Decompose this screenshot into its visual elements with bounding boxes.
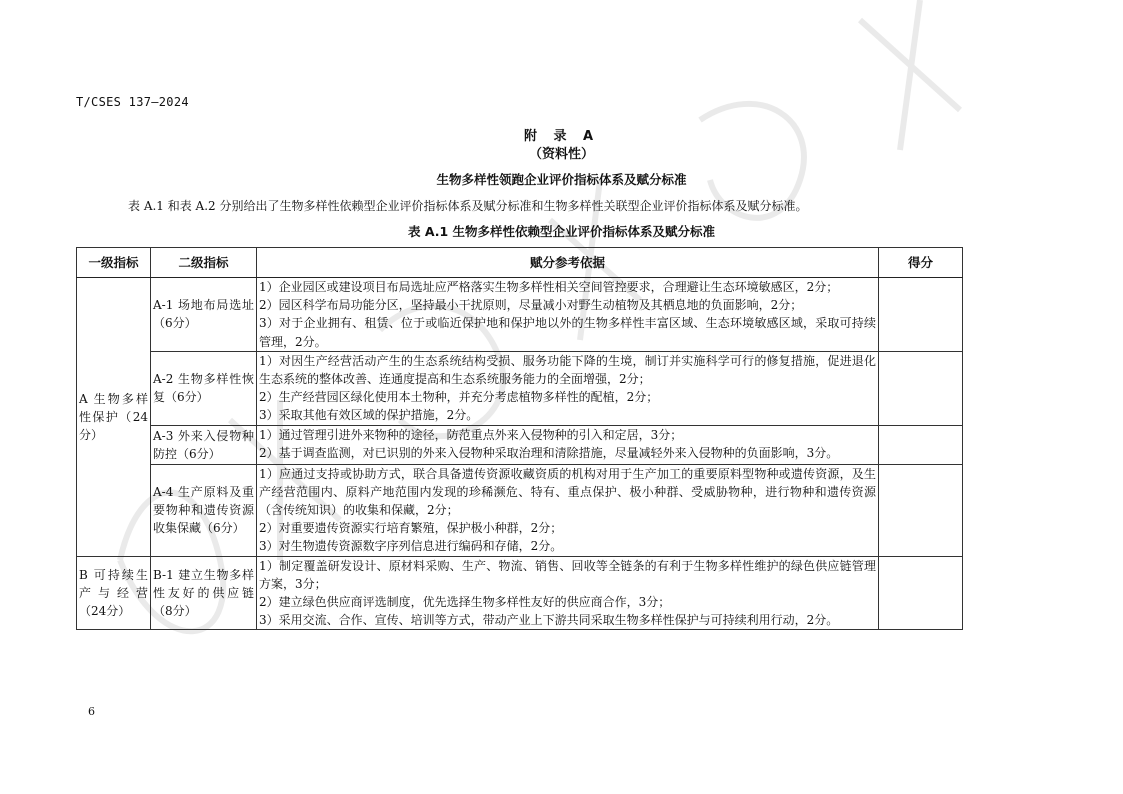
- score-cell[interactable]: [879, 425, 963, 464]
- basis-cell: [257, 464, 879, 556]
- level2-cell: B-1 建立生物多样性友好的供应链（8分）: [151, 556, 257, 630]
- criterion-item: 2）基于调查监测，对已识别的外来入侵物种采取治理和清除措施，尽量减轻外来入侵物种的负面影响，3分。: [259, 445, 839, 460]
- criterion-item: 1）对因生产经营活动产生的生态系统结构受损、服务功能下降的生境，制订并实施科学可行的修复措施，促进退化生态系统的整体改善、连通度提高和生态系统服务能力的全面增强，2分；: [259, 353, 876, 387]
- standard-number: T/CSES 137—2024: [76, 95, 189, 109]
- header-basis: 赋分参考依据: [257, 248, 879, 278]
- table-row: [77, 464, 963, 556]
- table-row: [77, 556, 963, 630]
- table-row: [77, 351, 963, 425]
- table-caption: 表 A.1 生物多样性依赖型企业评价指标体系及赋分标准: [407, 224, 716, 239]
- level2-cell: A-1 场地布局选址（6分）: [151, 278, 257, 352]
- basis-cell: [257, 351, 879, 425]
- header-level2: 二级指标: [151, 248, 257, 278]
- header-score: 得分: [879, 248, 963, 278]
- intro-paragraph: 表 A.1 和表 A.2 分别给出了生物多样性依赖型企业评价指标体系及赋分标准和生物多样性关联型企业评价指标体系及赋分标准。: [128, 199, 808, 213]
- annex-title: 附 录 A: [523, 129, 600, 144]
- annex-heading: 生物多样性领跑企业评价指标体系及赋分标准: [436, 172, 687, 187]
- criterion-item: 3）采用交流、合作、宣传、培训等方式，带动产业上下游共同采取生物多样性保护与可持续利用行动，2分。: [259, 613, 839, 628]
- score-cell[interactable]: [879, 278, 963, 352]
- level2-cell: A-3 外来入侵物种防控（6分）: [151, 425, 257, 464]
- criterion-item: 3）采取其他有效区域的保护措施，2分。: [259, 408, 479, 423]
- criterion-item: 1）制定覆盖研发设计、原材料采购、生产、物流、销售、回收等全链条的有利于生物多样性维护的绿色供应链管理方案，3分；: [259, 558, 876, 591]
- criterion-item: 1）应通过支持或协助方式，联合具备遗传资源收藏资质的机构对用于生产加工的重要原料型物种或遗传资源，及生产经营范围内、原料产地范围内发现的珍稀濒危、特有、重点保护、极小种群、受威胁物种，进行物种和遗传资源（含传统知识）的收集和保藏，2分；: [259, 466, 876, 518]
- level1-cell: A 生物多样性保护（24分）: [77, 278, 151, 557]
- criterion-item: 3）对生物遗传资源数字序列信息进行编码和存储，2分。: [259, 539, 563, 554]
- level1-cell: B 可持续生产与经营（24分）: [77, 556, 151, 630]
- level2-cell: A-2 生物多样性恢复（6分）: [151, 351, 257, 425]
- table-row: [77, 425, 963, 464]
- basis-cell: [257, 278, 879, 352]
- criterion-item: 2）建立绿色供应商评选制度，优先选择生物多样性友好的供应商合作，3分；: [259, 595, 671, 610]
- criterion-item: 2）园区科学布局功能分区，坚持最小干扰原则，尽量减小对野生动植物及其栖息地的负面影响，2分；: [259, 298, 803, 313]
- score-cell[interactable]: [879, 556, 963, 630]
- score-cell[interactable]: [879, 464, 963, 556]
- level2-cell: A-4 生产原料及重要物种和遗传资源收集保藏（6分）: [151, 464, 257, 556]
- score-cell[interactable]: [879, 351, 963, 425]
- header-level1: 一级指标: [77, 248, 151, 278]
- basis-cell: [257, 556, 879, 630]
- criterion-item: 2）对重要遗传资源实行培育繁殖，保护极小种群，2分；: [259, 521, 563, 536]
- page-number: 6: [88, 705, 95, 718]
- table-row: [77, 278, 963, 352]
- criterion-item: 3）对于企业拥有、租赁、位于或临近保护地和保护地以外的生物多样性丰富区域、生态环境敏感区域，采取可持续管理，2分。: [259, 316, 876, 349]
- annex-note: （资料性）: [528, 147, 594, 162]
- criterion-item: 1）通过管理引进外来物种的途径，防范重点外来入侵物种的引入和定居，3分；: [259, 427, 683, 442]
- table-header-row: [77, 248, 963, 278]
- basis-cell: [257, 425, 879, 464]
- evaluation-table: [76, 247, 963, 630]
- criterion-item: 1）企业园区或建设项目布局选址应严格落实生物多样性相关空间管控要求，合理避让生态环境敏感区，2分；: [259, 280, 839, 294]
- criterion-item: 2）生产经营园区绿化使用本土物种，并充分考虑植物多样性的配植，2分；: [259, 390, 659, 405]
